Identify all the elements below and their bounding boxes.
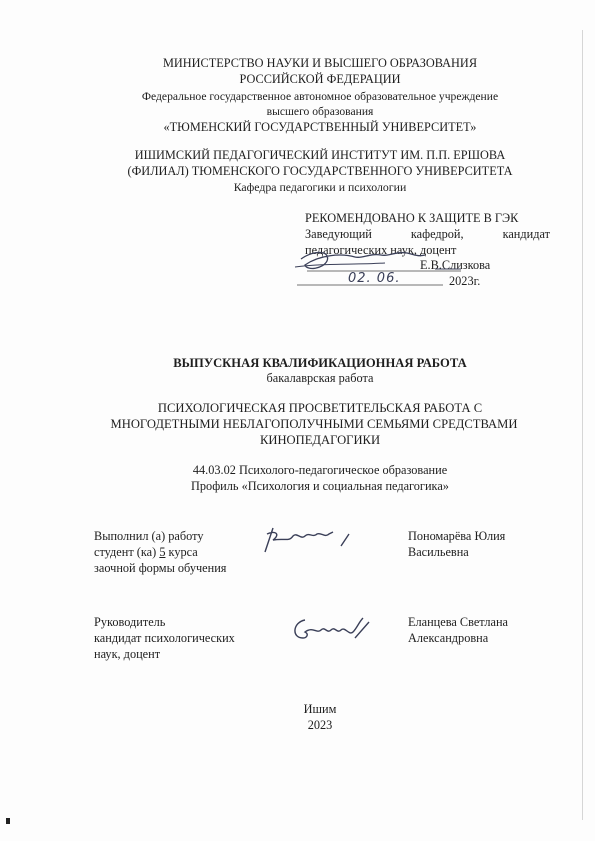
approval-head-word-2: кафедрой, [410,227,464,241]
supervisor-role [94,614,235,662]
approval-recommended: РЕКОМЕНДОВАНО К ЗАЩИТЕ В ГЭК [305,211,519,225]
institution-line-1: Федеральное государственное автономное образовательное учреждение [141,90,499,103]
supervisor-name-line-1: Еланцева Светлана [408,615,508,629]
scan-mark [6,818,10,824]
program-profile: Профиль «Психология и социальная педагогика» [191,479,449,493]
supervisor-signature-svg [283,612,383,648]
student-name-line-1: Пономарёва Юлия [408,529,506,543]
topic-line-1: ПСИХОЛОГИЧЕСКАЯ ПРОСВЕТИТЕЛЬСКАЯ РАБОТА С [157,401,483,415]
work-subtype: бакалаврская работа [266,371,374,385]
approval-head-line [305,226,550,242]
approval-head-word-3: кандидат [502,227,550,241]
approval-signature [301,252,425,268]
topic-line-3: КИНОПЕДАГОГИКИ [259,433,381,447]
supervisor-name-line-2: Александровна [408,631,489,645]
university-name: «ТЮМЕНСКИЙ ГОСУДАРСТВЕННЫЙ УНИВЕРСИТЕТ» [163,120,477,134]
student-course-number: 5 [159,545,166,559]
approval-signer: Е.В.Слизкова [420,258,491,272]
student-role [94,528,226,576]
student-name [408,528,505,560]
approval-date-handwritten: 02. 06. [348,271,401,286]
topic-line-2: МНОГОДЕТНЫМИ НЕБЛАГОПОЛУЧНЫМИ СЕМЬЯМИ СРЕДСТВАМИ [110,417,518,431]
ministry-line-1: МИНИСТЕРСТВО НАУКИ И ВЫСШЕГО ОБРАЗОВАНИЯ [162,56,478,70]
supervisor-role-line-1: Руководитель [94,615,166,629]
supervisor-name [408,614,508,646]
supervisor-role-line-3: наук, доцент [94,647,161,661]
footer-year: 2023 [307,718,333,732]
work-type: ВЫПУСКНАЯ КВАЛИФИКАЦИОННАЯ РАБОТА [173,356,467,370]
institute-line-2: (ФИЛИАЛ) ТЮМЕНСКОГО ГОСУДАРСТВЕННОГО УНИВЕРСИТЕТА [127,164,513,178]
institute-line-1: ИШИМСКИЙ ПЕДАГОГИЧЕСКИЙ ИНСТИТУТ ИМ. П.П. ЕРШОВА [134,148,506,162]
student-role-line-3: заочной формы обучения [94,561,227,575]
footer-city: Ишим [303,702,337,716]
student-role-line-2: студент (ка) 5 курса [94,545,198,559]
approval-head-degree: педагогических наук, доцент [305,243,457,257]
student-signature [265,528,349,552]
student-name-line-2: Васильевна [408,545,469,559]
supervisor-signature [295,618,369,638]
approval-year: 2023г. [449,274,481,288]
student-signature-svg [255,522,365,562]
ministry-line-2: РОССИЙСКОЙ ФЕДЕРАЦИИ [239,72,401,86]
student-role-line-1: Выполнил (а) работу [94,529,204,543]
department-name: Кафедра педагогики и психологии [233,180,407,194]
program-code: 44.03.02 Психолого-педагогическое образование [192,463,448,477]
institution-line-2: высшего образования [266,105,374,118]
supervisor-role-line-2: кандидат психологических [94,631,235,645]
approval-head-word-1: Заведующий [305,227,372,241]
